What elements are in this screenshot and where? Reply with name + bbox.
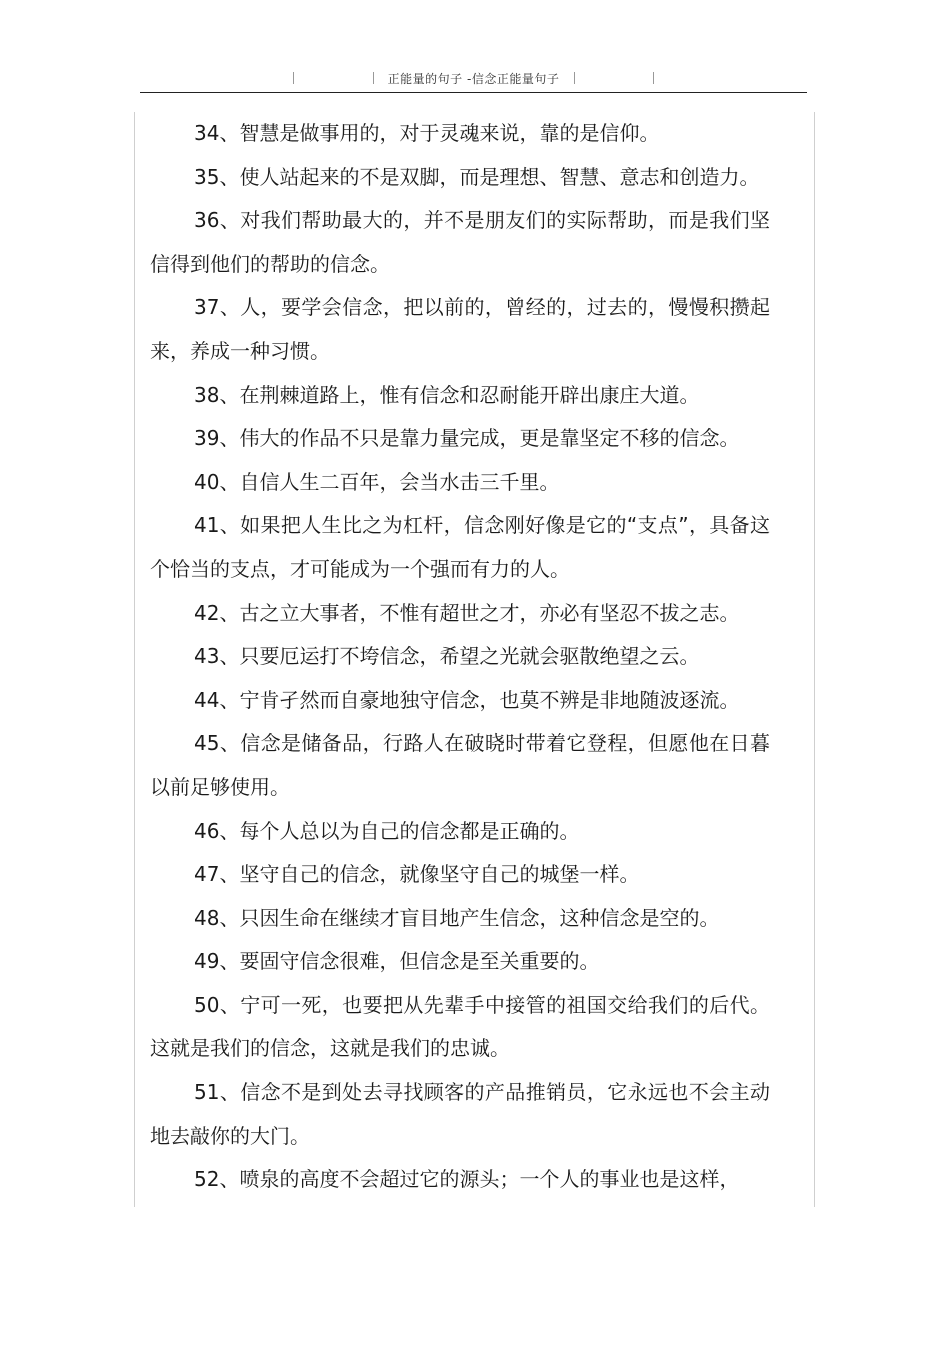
quote-paragraph: 39、伟大的作品不只是靠力量完成，更是靠坚定不移的信念。 [194, 426, 740, 451]
quote-paragraph: 35、使人站起来的不是双脚，而是理想、智慧、意志和创造力。 [194, 164, 760, 189]
quote-paragraph: 46、每个人总以为自己的信念都是正确的。 [194, 818, 580, 843]
left-margin-rule [134, 112, 135, 1207]
quote-paragraph: 37、人，要学会信念，把以前的，曾经的，过去的，慢慢积攒起来，养成一种习惯。 [150, 295, 770, 363]
quote-paragraph: 50、宁可一死，也要把从先辈手中接管的祖国交给我们的后代。这就是我们的信念，这就是我们的忠诚。 [150, 992, 770, 1061]
quote-paragraph: 47、坚守自己的信念，就像坚守自己的城堡一样。 [194, 862, 640, 887]
document-body [150, 112, 770, 1202]
header-tick-mark [574, 72, 575, 84]
quote-paragraph: 51、信念不是到处去寻找顾客的产品推销员，它永远也不会主动地去敲你的大门。 [150, 1080, 770, 1148]
quote-paragraph: 48、只因生命在继续才盲目地产生信念，这种信念是空的。 [194, 905, 720, 930]
header-tick-mark [653, 72, 654, 84]
page-header [140, 62, 807, 93]
quote-paragraph: 40、自信人生二百年，会当水击三千里。 [194, 469, 560, 494]
quote-paragraph: 44、宁肯孑然而自豪地独守信念，也莫不辨是非地随波逐流。 [194, 687, 740, 712]
header-title: 正能量的句子 -信念正能量句子 [387, 72, 560, 86]
quote-paragraph: 52、喷泉的高度不会超过它的源头；一个人的事业也是这样， [194, 1167, 740, 1192]
quote-paragraph: 41、如果把人生比之为杠杆，信念刚好像是它的“支点”，具备这个恰当的支点，才可能成为一个强而有力的人。 [150, 513, 770, 581]
right-margin-rule [814, 112, 815, 1207]
quote-paragraph: 38、在荆棘道路上，惟有信念和忍耐能开辟出康庄大道。 [194, 382, 700, 407]
quote-paragraph: 45、信念是储备品，行路人在破晓时带着它登程，但愿他在日暮以前足够使用。 [150, 731, 770, 799]
quote-paragraph: 34、智慧是做事用的，对于灵魂来说，靠的是信仰。 [194, 121, 660, 145]
quote-paragraph: 36、对我们帮助最大的，并不是朋友们的实际帮助，而是我们坚信得到他们的帮助的信念。 [150, 208, 770, 276]
quote-paragraph: 42、古之立大事者，不惟有超世之才，亦必有坚忍不拔之志。 [194, 600, 740, 625]
quote-paragraph: 49、要固守信念很难，但信念是至关重要的。 [194, 949, 600, 974]
quote-paragraph: 43、只要厄运打不垮信念，希望之光就会驱散绝望之云。 [194, 644, 700, 669]
